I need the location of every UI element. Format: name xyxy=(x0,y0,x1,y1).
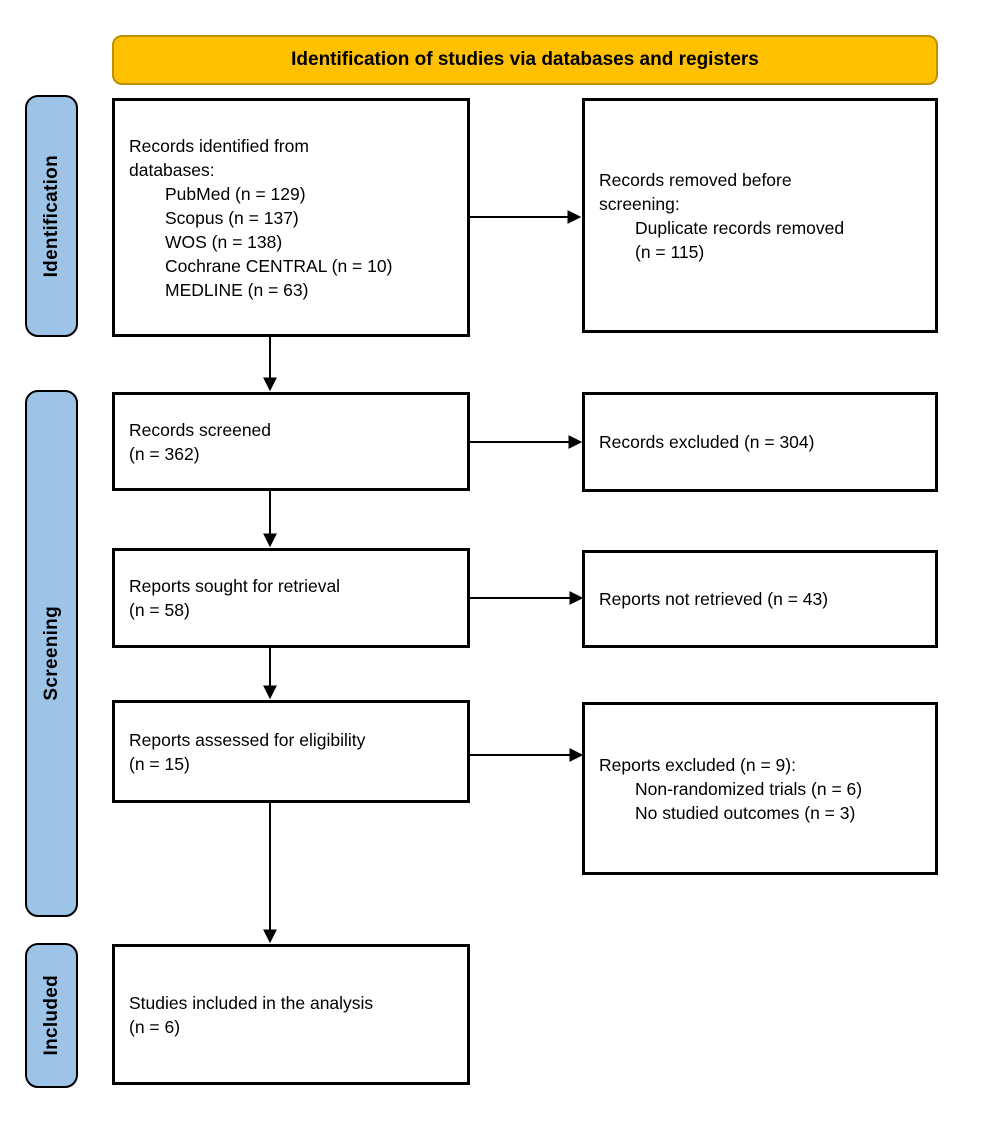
box-item: Non-randomized trials (n = 6) xyxy=(635,778,863,799)
reports-excluded-text xyxy=(585,753,870,825)
records-identified-text xyxy=(115,134,400,302)
reports-not-retrieved-text xyxy=(585,587,836,611)
box-line: Reports assessed for eligibility xyxy=(129,729,366,750)
box-line: (n = 15) xyxy=(129,753,190,774)
stage-included-label: Included xyxy=(40,975,62,1056)
box-line: Records excluded (n = 304) xyxy=(599,432,815,452)
studies-included-text xyxy=(115,991,381,1039)
box-line: Reports not retrieved (n = 43) xyxy=(599,589,829,609)
box-item: MEDLINE (n = 63) xyxy=(165,279,309,300)
records-excluded-box xyxy=(582,392,938,492)
box-item: PubMed (n = 129) xyxy=(165,183,306,204)
box-item: Duplicate records removed xyxy=(635,217,845,238)
box-line: Reports sought for retrieval xyxy=(129,576,341,596)
records-identified-box xyxy=(112,98,470,337)
box-line: Records identified from xyxy=(129,135,309,156)
stage-screening-label: Screening xyxy=(40,606,62,701)
box-line: Reports excluded (n = 9): xyxy=(599,754,796,775)
box-line: (n = 58) xyxy=(129,600,190,620)
box-line: databases: xyxy=(129,159,215,180)
stage-included xyxy=(25,943,78,1088)
box-item: (n = 115) xyxy=(635,241,705,262)
reports-assessed-text xyxy=(115,728,373,776)
stage-screening xyxy=(25,390,78,917)
box-line: screening: xyxy=(599,193,680,214)
records-screened-box xyxy=(112,392,470,491)
reports-not-retrieved-box xyxy=(582,550,938,648)
box-line: Studies included in the analysis xyxy=(129,992,374,1013)
stage-identification xyxy=(25,95,78,337)
box-line: Records removed before xyxy=(599,169,792,190)
records-excluded-text xyxy=(585,430,822,454)
studies-included-box xyxy=(112,944,470,1085)
records-removed-box xyxy=(582,98,938,333)
reports-sought-box xyxy=(112,548,470,648)
box-item: Scopus (n = 137) xyxy=(165,207,299,228)
title-banner xyxy=(112,35,938,85)
records-removed-text xyxy=(585,168,852,264)
box-line: (n = 362) xyxy=(129,443,200,464)
reports-excluded-box xyxy=(582,702,938,875)
box-item: Cochrane CENTRAL (n = 10) xyxy=(165,255,393,276)
records-screened-text xyxy=(115,418,279,466)
reports-assessed-box xyxy=(112,700,470,803)
box-item: WOS (n = 138) xyxy=(165,231,283,252)
box-line: (n = 6) xyxy=(129,1016,181,1037)
reports-sought-text xyxy=(115,574,348,622)
title-banner-label: Identification of studies via databases and registers xyxy=(291,49,759,70)
box-line: Records screened xyxy=(129,419,272,440)
box-item: No studied outcomes (n = 3) xyxy=(635,802,856,823)
stage-identification-label: Identification xyxy=(40,154,62,278)
